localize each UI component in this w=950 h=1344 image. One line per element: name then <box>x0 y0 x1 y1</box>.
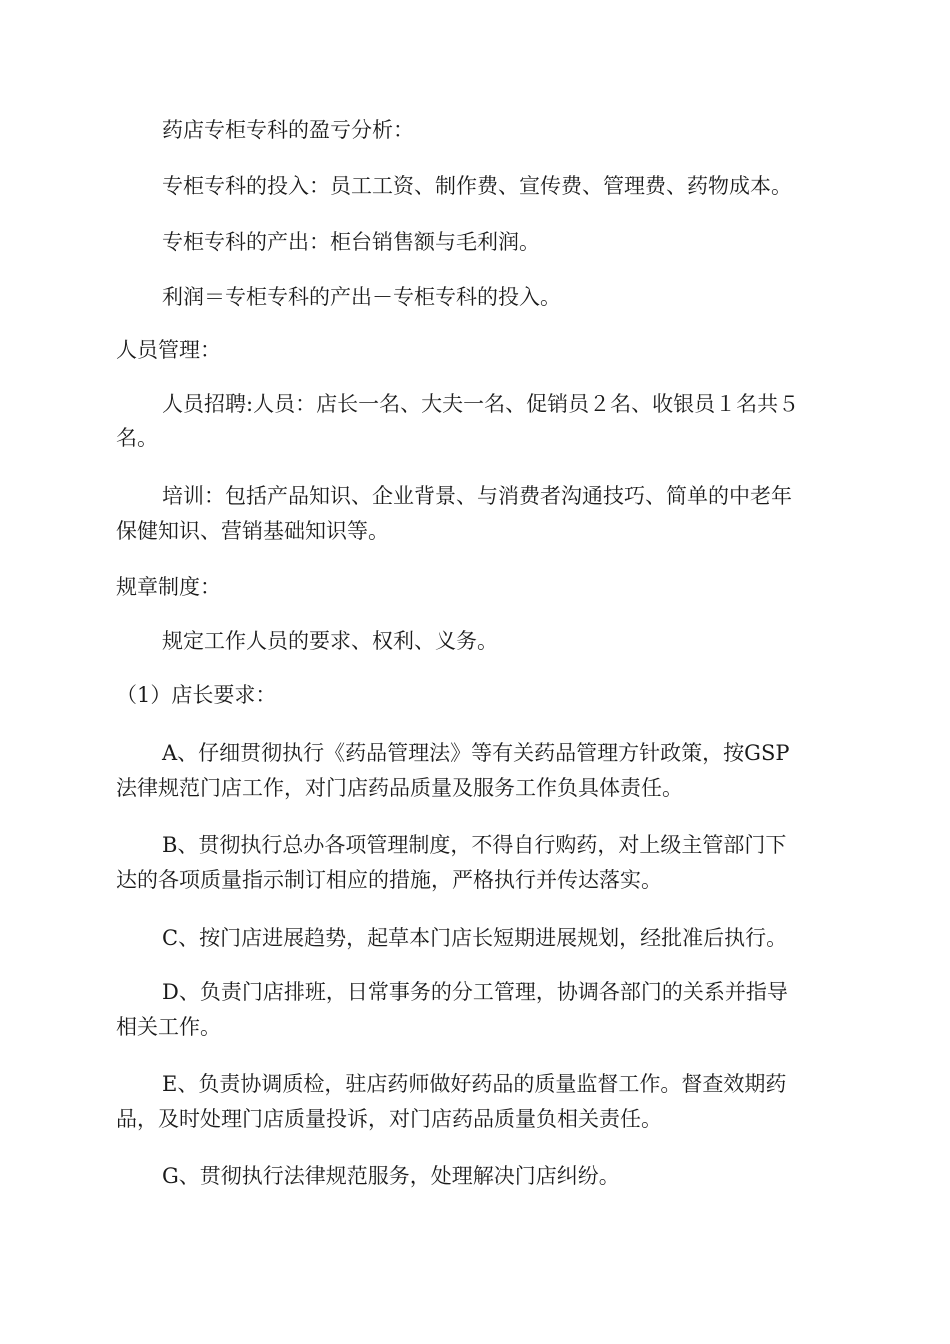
heading-regulations: 规章制度： <box>116 575 221 599</box>
item-a-line1: A、仔细贯彻执行《药品管理法》等有关药品管理方针政策，按GSP <box>162 741 790 765</box>
paragraph-profit-formula: 利润＝专柜专科的产出－专柜专科的投入。 <box>162 285 561 309</box>
heading-profit-analysis: 药店专柜专科的盈亏分析： <box>162 118 414 142</box>
paragraph-training-line1: 培训：包括产品知识、企业背景、与消费者沟通技巧、简单的中老年 <box>162 484 792 508</box>
paragraph-recruitment-line1: 人员招聘:人员：店长一名、大夫一名、促销员２名、收银员１名共５ <box>162 392 800 416</box>
item-e-line2: 品，及时处理门店质量投诉，对门店药品质量负相关责任。 <box>116 1107 662 1131</box>
item-d-line2: 相关工作。 <box>116 1015 221 1039</box>
paragraph-training-line2: 保健知识、营销基础知识等。 <box>116 519 389 543</box>
item-a-line2: 法律规范门店工作，对门店药品质量及服务工作负具体责任。 <box>116 776 683 800</box>
paragraph-output: 专柜专科的产出：柜台销售额与毛利润。 <box>162 230 540 254</box>
heading-store-manager-requirements: （1）店长要求： <box>116 683 277 707</box>
paragraph-regulations: 规定工作人员的要求、权利、义务。 <box>162 629 498 653</box>
item-d-line1: D、负责门店排班，日常事务的分工管理，协调各部门的关系并指导 <box>162 980 788 1004</box>
item-e-line1: E、负责协调质检，驻店药师做好药品的质量监督工作。督查效期药 <box>162 1072 787 1096</box>
item-c: C、按门店进展趋势，起草本门店长短期进展规划，经批准后执行。 <box>162 926 788 950</box>
paragraph-input: 专柜专科的投入：员工工资、制作费、宣传费、管理费、药物成本。 <box>162 174 792 198</box>
item-g: G、贯彻执行法律规范服务，处理解决门店纠纷。 <box>162 1164 620 1188</box>
item-b-line2: 达的各项质量指示制订相应的措施，严格执行并传达落实。 <box>116 868 662 892</box>
item-b-line1: B、贯彻执行总办各项管理制度，不得自行购药，对上级主管部门下 <box>162 833 787 857</box>
heading-staff-management: 人员管理： <box>116 338 221 362</box>
paragraph-recruitment-line2: 名。 <box>116 426 158 450</box>
